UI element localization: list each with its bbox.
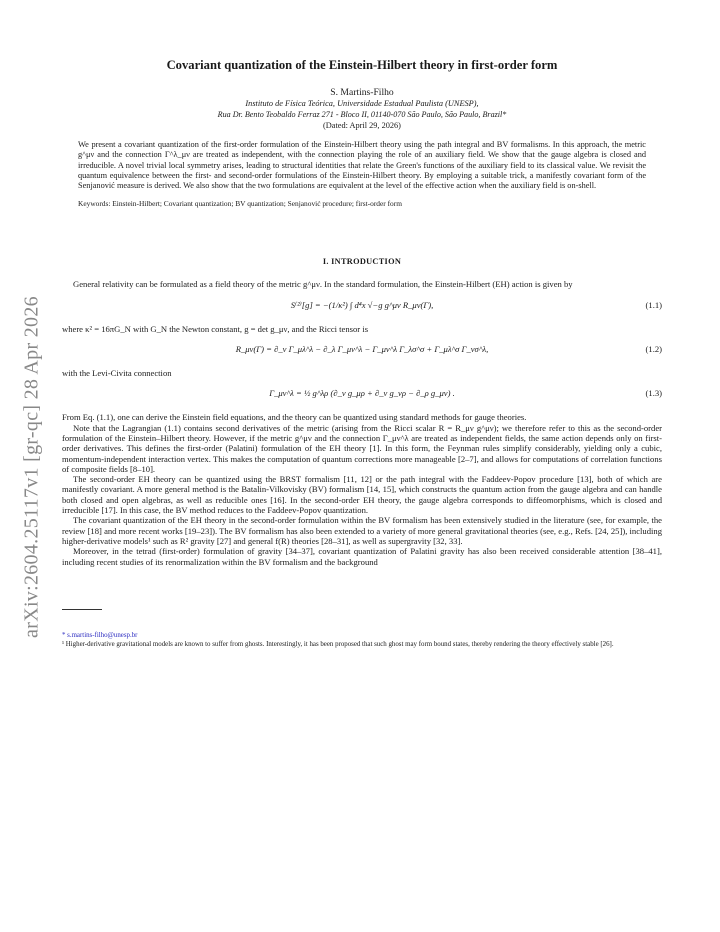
intro-paragraph-7: The covariant quantization of the EH theory in the second-order formulation within the BV formalism has been extensively studied in the literature (see, for example, the review [18] and more recent works [19–23]). The BV formalism has also been extended to a variety of more general gravitational theories (see, e.g., Refs. [24, 25]), including higher-derivative models¹ such as R² gravity [27] and general f(R) theories [28–31], as well as supergravity [32, 33]. [62, 515, 662, 546]
equation-1-1-formula: S⁽²⁾[g] = −(1/κ²) ∫ d⁴x √−g g^μν R_μν(Γ), [290, 299, 434, 310]
abstract-text: We present a covariant quantization of the first-order formulation of the Einstein-Hilbert theory using the path integral and BV formalisms. In this approach, the metric g^μν and the connection Γ^λ_μν are treated as independent, with the connection playing the role of an auxiliary field. We show that the gauge algebra is closed and irreducible. A novel trivial local symmetry arises, leading to structural identities that relate the Green's functions of the auxiliary field to its classical value. We revisit the quantum equivalence between the first- and second-order formulations of the Einstein-Hilbert theory. By employing a suitable trick, a manifestly covariant form of the Senjanović measure is derived. We also show that the two formulations are equivalent at the level of the effective action when the auxiliary field is on-shell. [78, 140, 646, 191]
equation-1-2-number: (1.2) [645, 344, 662, 355]
equation-1-3-formula: Γ_μν^λ = ½ g^λρ (∂_ν g_μρ + ∂_ν g_νρ − ∂_ρ g_μν) . [269, 388, 455, 399]
footnote-email [62, 632, 662, 640]
arxiv-identifier: arXiv:2604.25117v1 [gr-qc] 28 Apr 2026 [20, 296, 43, 638]
intro-paragraph-1: General relativity can be formulated as a field theory of the metric g^μν. In the standard formulation, the Einstein-Hilbert (EH) action is given by [73, 279, 573, 290]
footnote-1: ¹ Higher-derivative gravitational models are known to suffer from ghosts. Interestingly, it has been proposed that such ghost may form bound states, thereby rendering the theory effectively stable [26]. [62, 641, 614, 649]
intro-paragraph-4: From Eq. (1.1), one can derive the Einstein field equations, and the theory can be quantized using standard methods for gauge theories. [62, 412, 527, 423]
intro-paragraph-6: The second-order EH theory can be quantized using the BRST formalism [11, 12] or the path integral with the Faddeev-Popov procedure [13], both of which are manifestly covariant. A more general method is the Batalin-Vilkovisky (BV) formalism [14, 15], which constructs the quantum action from the gauge algebra and can handle both closed and open algebras, as well as reducible ones [16]. In the second-order EH theory, the gauge algebra corresponds to diffeomorphisms, which is closed and irreducible [17]. In this case, the BV method reduces to the Faddeev-Popov quantization. [62, 474, 662, 516]
affiliation-line-1: Instituto de Física Teórica, Universidade Estadual Paulista (UNESP), [245, 99, 479, 108]
author-email-link[interactable]: * s.martins-filho@unesp.br [62, 631, 138, 639]
paper-title: Covariant quantization of the Einstein-Hilbert theory in first-order form [166, 58, 558, 72]
paper-page [62, 58, 662, 651]
equation-1-2 [62, 339, 662, 363]
intro-paragraph-8: Moreover, in the tetrad (first-order) formulation of gravity [34–37], covariant quantization of Palatini gravity has also been received considerable attention [38–41], including recent studies of its renormalization within the BV formalism and the background [62, 546, 662, 567]
arxiv-sidebar-stamp [12, 262, 52, 672]
keywords-line: Keywords: Einstein-Hilbert; Covariant quantization; BV quantization; Senjanović procedure; first-order form [78, 199, 402, 209]
dated-line: (Dated: April 29, 2026) [323, 121, 401, 130]
equation-1-1 [62, 295, 662, 319]
equation-1-2-formula: R_μν(Γ) = ∂_ν Γ_μλ^λ − ∂_λ Γ_μν^λ − Γ_μν^λ Γ_λσ^σ + Γ_μλ^σ Γ_νσ^λ, [235, 344, 489, 355]
intro-paragraph-5: Note that the Lagrangian (1.1) contains second derivatives of the metric (arising from the Ricci scalar R = R_μν g^μν); we therefore refer to this as the second-order formulation of the Einstein–Hilbert theory. However, if the metric g^μν and the connection Γ_μν^λ are treated as independent fields, the same action depends only on first-order derivatives. This defines the first-order (Palatini) formulation of the EH theory [1]. In this form, the Feynman rules simplify considerably, yielding only a cubic, momentum-independent interaction vertex. This makes the computation of quantum corrections more manageable [2–7], and allows for computations of correlation functions of composite fields [8–10]. [62, 422, 662, 474]
footnote-divider [62, 609, 102, 610]
affiliation-line-2: Rua Dr. Bento Teobaldo Ferraz 271 - Bloco II, 01140-070 São Paulo, São Paulo, Brazil* [217, 110, 507, 119]
intro-paragraph-2: where κ² = 16πG_N with G_N the Newton constant, g = det g_μν, and the Ricci tensor is [62, 323, 369, 334]
equation-1-3 [62, 383, 662, 407]
equation-1-1-number: (1.1) [645, 299, 662, 310]
section-heading-introduction: I. INTRODUCTION [322, 257, 402, 267]
intro-paragraph-3: with the Levi-Civita connection [62, 368, 172, 379]
author-name: S. Martins-Filho [330, 87, 394, 98]
equation-1-3-number: (1.3) [645, 388, 662, 399]
